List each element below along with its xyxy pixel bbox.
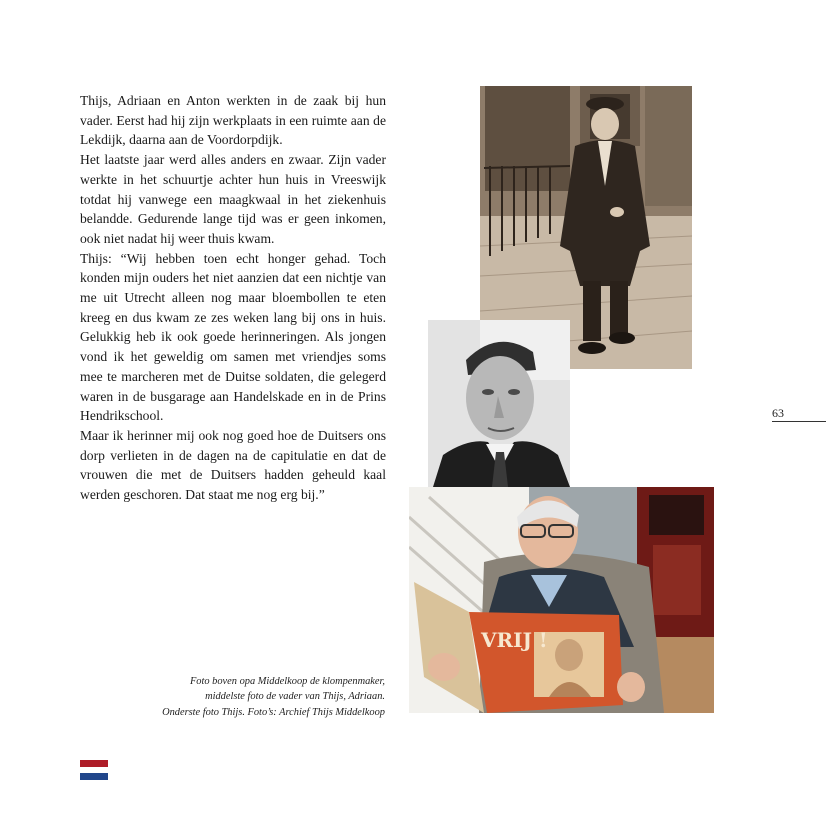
page-number: 63 (772, 406, 784, 420)
paragraph-4: Maar ik herinner mij ook nog goed hoe de Duitsers ons dorp verlieten in de dagen na de capitulatie en dat de vrouwen die met de Duitsers hadden geheuld kaal werden geschoren. Dat staat me nog erg bij.” (80, 427, 386, 503)
photo-father-adriaan (428, 320, 570, 487)
flag-stripe-red (80, 760, 108, 767)
caption-line-1: Foto boven opa Middelkoop de klompenmaker, (189, 676, 385, 687)
flag-stripe-blue (80, 773, 108, 780)
page-number-rule (772, 421, 826, 422)
paragraph-2: Het laatste jaar werd alles anders en zwaar. Zijn vader werkte in het schuurtje achter hun huis in Vreeswijk totdat hij vanwege een maagkwaal in het ziekenhuis belandde. Gedurende lange tijd was er geen inkomen, ook niet nadat hij weer thuis kwam. (80, 152, 386, 246)
flag-stripe-white (80, 767, 108, 774)
caption-line-2: middelste foto de vader van Thijs, Adriaan. (205, 691, 385, 703)
article-body (80, 91, 386, 505)
photo-caption (150, 674, 385, 720)
paragraph-3: Thijs: “Wij hebben toen echt honger gehad. Toch konden mijn ouders het niet aanzien dat een nichtje van me uit Utrecht alleen nog maar bloembollen te eten kreeg en dus kwam ze zes weken lang bij ons in huis. Gelukkig heb ik ook goede herinneringen. Als jongen vond ik het geweldig om samen met vriendjes soms mee te marcheren met de Duitse soldaten, die gelegerd waren in de busgarage aan Handelskade en in de Prins Hendrikschool. (80, 250, 386, 424)
dutch-flag-icon (80, 760, 108, 780)
photo-thijs-reading (409, 487, 714, 713)
magazine-title: VRIJ ! (481, 628, 548, 652)
caption-line-3: Onderste foto Thijs. Foto’s: Archief Thijs Middelkoop (162, 706, 385, 718)
paragraph-1: Thijs, Adriaan en Anton werkten in de zaak bij hun vader. Eerst had hij zijn werkplaats in een ruimte aan de Lekdijk, daarna aan de Voordorpdijk. (80, 93, 386, 148)
